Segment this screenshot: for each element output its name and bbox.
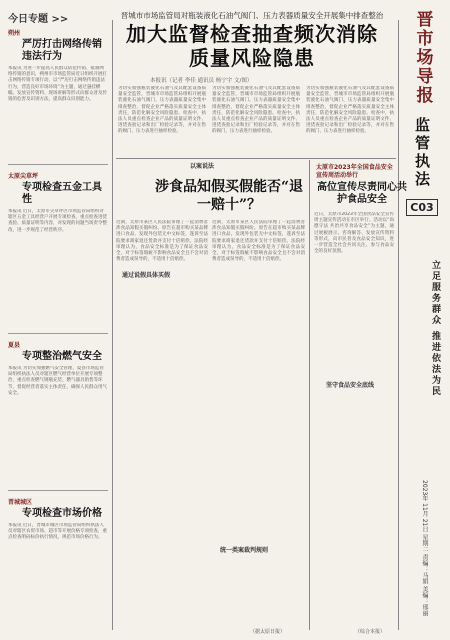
brief-location-tag: 晋城城区 <box>8 499 33 506</box>
feature-column-tag: 以案说法 <box>190 163 215 170</box>
top-story-body-cont: 为切实加强瓶装液化石油气及其配套设备质量安全监管，晋城市市场监管局组织开展瓶装液化石油气阀门、压力表器质量安全集中排查整治，督促企业严格落实质量安全主体责任，防范化解安全风险隐患。检查中，执法人员重点检查企业产品的质量证明文件、进货查验记录和出厂检验记录等，并对在售的阀门、压力表进行抽样检验。 <box>306 86 394 135</box>
top-story-body: 为切实加强瓶装液化石油气及其配套设备质量安全监管，晋城市市场监管局组织开展瓶装液化石油气阀门、压力表器质量安全集中排查整治，督促企业严格落实质量安全主体责任，防范化解安全风险隐患。检查中，执法人员重点检查企业产品的质量证明文件、进货查验记录和出厂检验记录等，并对在售的阀门、压力表进行抽样检验。 <box>118 86 206 135</box>
brief-divider <box>8 333 108 334</box>
brief-location-tag: 夏县 <box>8 342 21 349</box>
brief-location-tag: 太原尖草坪 <box>8 173 39 180</box>
feature-subhead: 统一类案裁判规则 <box>220 547 269 554</box>
brief-title: 专项检查五金工具性 <box>22 182 102 205</box>
page-number-badge: C03 <box>406 199 437 216</box>
section-name: 监管执法 <box>413 117 431 189</box>
brief-title: 专项检查市场价格 <box>22 508 102 519</box>
newspaper-logo: 晋市场导报 <box>412 10 433 105</box>
feature-source: （据太原日报） <box>250 629 286 635</box>
brief-divider <box>8 490 108 491</box>
brief-body: 本报讯 近日，太原市尖草坪区市场监管局组织对辖区五金工具经营户开展专项检查，重点检查进货查验、质量证明等内容，对发现的问题当场责令整改，进一步规范了经营秩序。 <box>8 209 107 233</box>
column-divider <box>112 20 113 630</box>
right-story-body: 近日，太原市2023年全国食品安全宣传周主题宣传活动在市区举行。活动以“尚德守法 共治共享食品安全”为主题，通过展板展示、咨询解答、发放宣传资料等形式，向市民普及食品安全知识，进一步营造全社会共同关注、参与食品安全的良好氛围。 <box>314 212 394 255</box>
brief-title: 专项整治燃气安全 <box>22 351 102 362</box>
slogan: 立足服务群众 推进依法为民 <box>430 260 440 398</box>
brief-title: 严厉打击网络传销违法行为 <box>22 39 102 62</box>
feature-body-cont: 近期，太原市某区人民法院审理了一起消费者涉食品知假买假纠纷。原告在超市购买某品牌进口食品，发现外包装无中文标签，遂诉至法院要求商家退还货款并支付十倍赔偿。法院经审理认为，食品安全标准是为了保证食品安全，对于标签瑕疵不影响食品安全且不会对消费者造成误导的，不适用十倍赔偿。 <box>212 220 305 263</box>
left-news-column <box>8 28 108 625</box>
dateline: 2023年 11月 21日 星期二 责编：马娟 美编：邢丽 <box>421 480 428 617</box>
news-brief[interactable] <box>8 28 108 165</box>
brief-location-tag: 朔州 <box>8 30 21 37</box>
top-story-body-cont: 为切实加强瓶装液化石油气及其配套设备质量安全监管，晋城市市场监管局组织开展瓶装液化石油气阀门、压力表器质量安全集中排查整治，督促企业严格落实质量安全主体责任，防范化解安全风险隐患。检查中，执法人员重点检查企业产品的质量证明文件、进货查验记录和出厂检验记录等，并对在售的阀门、压力表进行抽样检验。 <box>212 86 300 135</box>
news-brief[interactable] <box>8 497 108 619</box>
brief-divider <box>8 164 108 165</box>
feature-body: 近期，太原市某区人民法院审理了一起消费者涉食品知假买假纠纷。原告在超市购买某品牌进口食品，发现外包装无中文标签，遂诉至法院要求商家退还货款并支付十倍赔偿。法院经审理认为，食品安全标准是为了保证食品安全，对于标签瑕疵不影响食品安全且不会对消费者造成误导的，不适用十倍赔偿。 <box>116 220 208 263</box>
feature-headline: 涉食品知假买假能否“退一赔十”？ <box>154 179 304 213</box>
column-divider <box>398 20 399 630</box>
right-story-source: （综合本报） <box>355 629 386 635</box>
right-story-subhead: 坚守食品安全底线 <box>326 382 375 389</box>
right-story-kicker: 太原市2023年全国食品安全宣传周活动举行 <box>316 164 393 179</box>
top-story-headline: 加大监督检查抽查频次消除质量风险隐患 <box>126 22 378 70</box>
top-story-byline: 本报讯（记者 李佳 通讯员 杨宁宇 文/图） <box>150 78 253 84</box>
brief-body: 本报讯 近日，晋城市城区市场监管局组织执法人员对辖区农贸市场、超市等开展价格专项检查，重点检查明码标价执行情况，规范市场价格行为。 <box>8 523 107 541</box>
right-story-headline: 高位宣传尽责同心共护食品安全 <box>317 182 407 205</box>
brief-body: 本报讯 为进一步提高人民群众防范传销、抵制网络传销的意识，朔州市市场监管局近日组织开展打击网络传销专项行动，以“严厉打击网络传销违法行为，营造良好市场环境”为主题，通过悬挂横幅、发放宣传资料、现场讲解等形式向群众普及传销的危害及识别方法，提高群众识别能力。 <box>8 66 107 103</box>
section-tab[interactable]: 今日专题 >> <box>8 14 69 25</box>
column-divider <box>309 160 310 630</box>
news-brief[interactable] <box>8 171 108 334</box>
news-brief[interactable] <box>8 340 108 491</box>
brief-body: 本报讯 为切实加强燃气安全管理，夏县市场监管局组织执法人员对辖区燃气经营单位开展专项整治，重点检查燃气钢瓶充装、燃气器具销售等环节，督促经营者落实主体责任，确保人民群众用气安全。 <box>8 366 107 396</box>
section-divider <box>116 158 396 159</box>
feature-subhead: 通过说假具体买假 <box>122 272 171 279</box>
top-story-kicker: 晋城市市场监管局对瓶装液化石油气阀门、压力表器质量安全开展集中排查整治 <box>120 11 384 20</box>
